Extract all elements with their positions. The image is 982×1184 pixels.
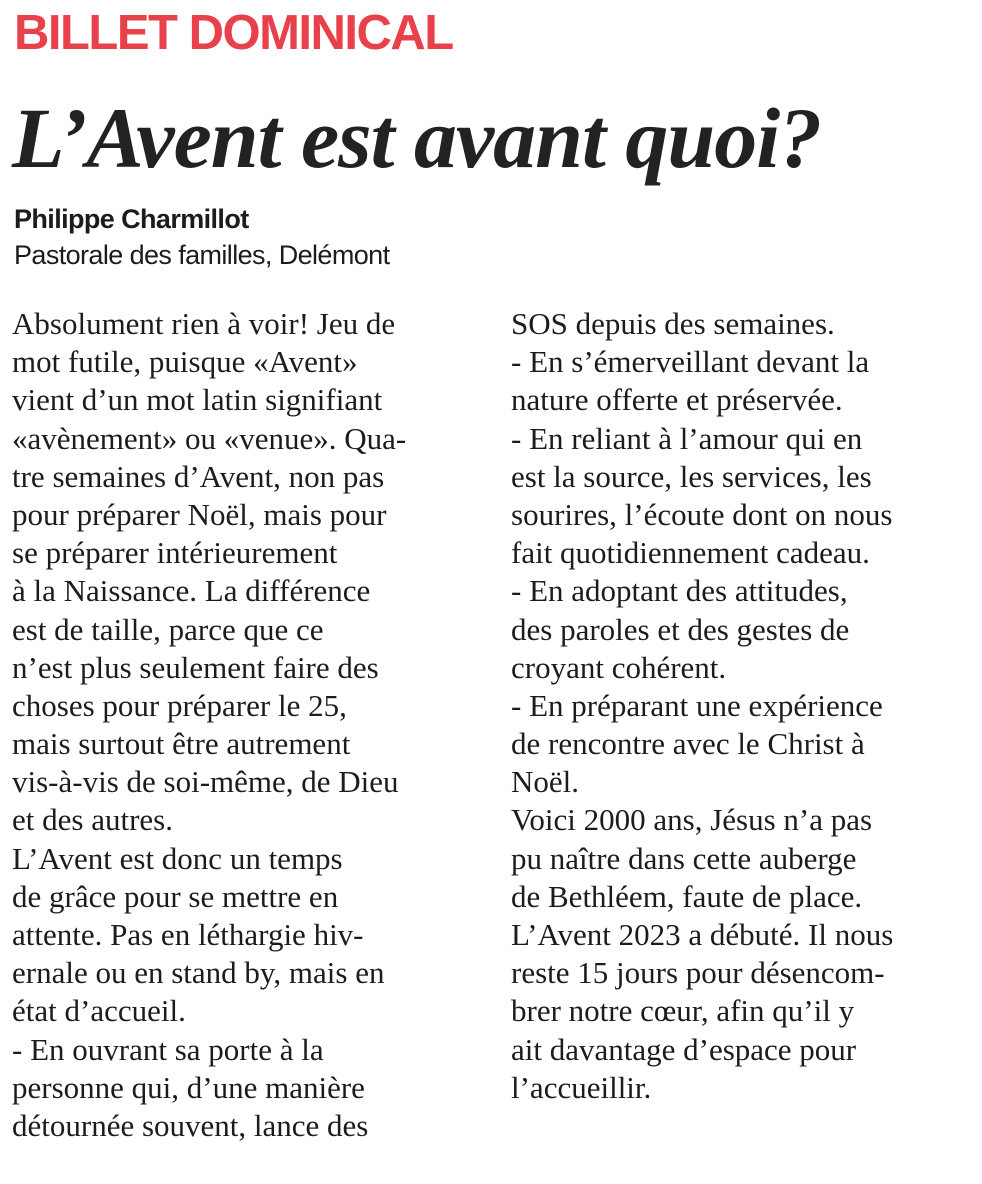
- body-line: pu naître dans cette auberge: [511, 840, 857, 876]
- body-line: des paroles et des gestes de: [511, 611, 850, 647]
- author-role: Pastorale des familles, Delémont: [14, 240, 390, 270]
- body-line: - En ouvrant sa porte à la: [12, 1031, 324, 1067]
- body-line: Absolument rien à voir! Jeu de: [12, 306, 396, 341]
- body-line: est de taille, parce que ce: [12, 611, 324, 647]
- body-line: personne qui, d’une manière: [12, 1069, 365, 1105]
- body-line: Voici 2000 ans, Jésus n’a pas: [511, 802, 873, 838]
- body-line: - En reliant à l’amour qui en: [511, 420, 863, 456]
- body-line: attente. Pas en léthargie hiv-: [12, 917, 364, 952]
- body-line: sourires, l’écoute dont on nous: [511, 496, 893, 532]
- body-line: détournée souvent, lance des: [12, 1107, 369, 1143]
- author-name: Philippe Charmillot: [14, 204, 249, 234]
- body-line: choses pour préparer le 25,: [12, 687, 347, 723]
- body-line: n’est plus seulement faire des: [12, 649, 379, 685]
- body-line: ernale ou en stand by, mais en: [12, 955, 385, 991]
- body-line: mot futile, puisque «Avent»: [12, 344, 358, 380]
- body-line: de grâce pour se mettre en: [12, 878, 339, 914]
- body-line: Noël.: [511, 764, 580, 800]
- body-line: - En s’émerveillant devant la: [511, 344, 870, 380]
- body-line: fait quotidiennement cadeau.: [511, 535, 870, 571]
- body-line: et des autres.: [12, 802, 173, 838]
- body-line: ait davantage d’espace pour: [511, 1031, 857, 1067]
- body-line: de Bethléem, faute de place.: [511, 878, 863, 914]
- body-line: vis-à-vis de soi-même, de Dieu: [12, 764, 399, 800]
- body-line: vient d’un mot latin signifiant: [12, 382, 383, 418]
- body-line: tre semaines d’Avent, non pas: [12, 458, 385, 494]
- article-body-right-column: [511, 305, 971, 1107]
- body-line: mais surtout être autrement: [12, 726, 351, 762]
- body-line: est la source, les services, les: [511, 458, 872, 494]
- body-line: état d’accueil.: [12, 993, 186, 1029]
- body-line: l’accueillir.: [511, 1069, 652, 1105]
- article-headline: L’Avent est avant quoi?: [12, 90, 822, 186]
- body-line: - En adoptant des attitudes,: [511, 573, 848, 609]
- body-line: reste 15 jours pour désencom-: [511, 955, 885, 991]
- body-line: «avènement» ou «venue». Qua-: [12, 420, 407, 456]
- body-line: pour préparer Noël, mais pour: [12, 496, 387, 532]
- body-line: - En préparant une expérience: [511, 687, 883, 723]
- body-line: nature offerte et préservée.: [511, 382, 843, 418]
- body-line: se préparer intérieurement: [12, 535, 338, 571]
- body-line: de rencontre avec le Christ à: [511, 726, 865, 762]
- body-line: brer notre cœur, afin qu’il y: [511, 993, 855, 1029]
- article-body-left-column: [12, 305, 482, 1145]
- body-line: croyant cohérent.: [511, 649, 727, 685]
- section-rubric: BILLET DOMINICAL: [14, 6, 453, 60]
- body-line: SOS depuis des semaines.: [511, 306, 835, 341]
- body-line: L’Avent 2023 a débuté. Il nous: [511, 917, 894, 952]
- body-line: à la Naissance. La différence: [12, 573, 371, 609]
- body-line: L’Avent est donc un temps: [12, 840, 343, 876]
